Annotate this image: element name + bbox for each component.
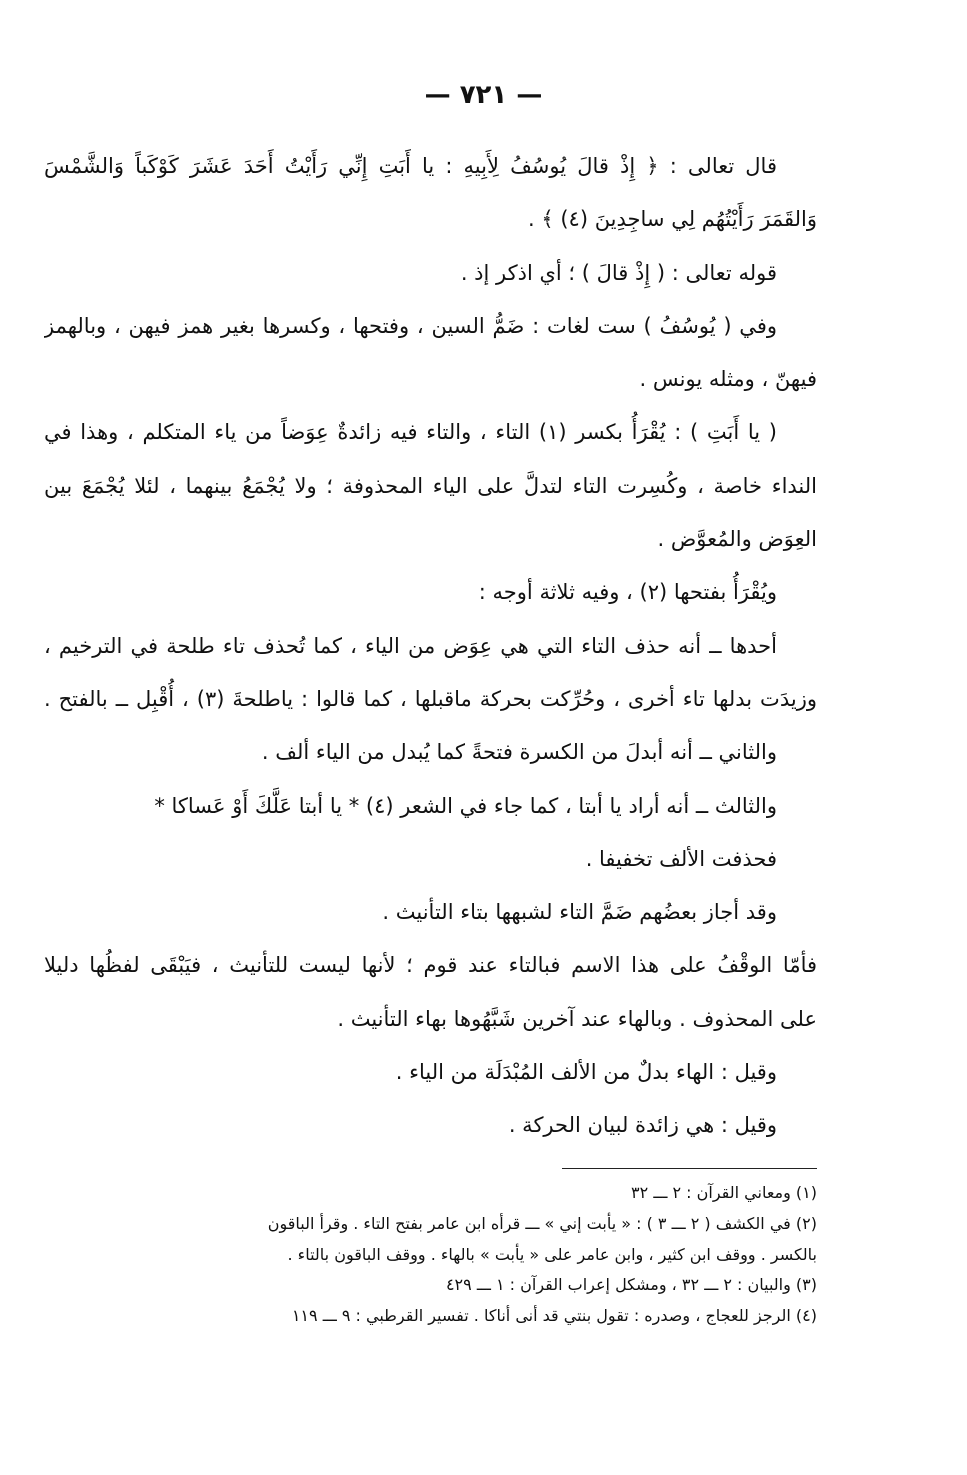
footnote-line: (٢) في الكشف ( ٢ ـــ ٣ ) : « يأبت إني » ـــ قرأه ابن عامر بفتح التاء . وقرأ الباقون (267, 1213, 817, 1233)
text-line: فيهنّ ، ومثله يونس . (639, 367, 817, 392)
text-line: فأمّا الوقْفُ على هذا الاسم فبالتاء عند قوم ؛ لأنها ليست للتأنيث ، فيَبْقَى لفظُها دليلا (44, 953, 817, 978)
text-line: ( يا أَبَتِ ) : يُقْرَأُ بكسر (١) التاء ، والتاء فيه زائدةٌ عِوَضاً من ياء المتكلم ، وهذا في (44, 420, 777, 445)
text-line: والثاني ــ أنه أبدلَ من الكسرة فتحةً كما يُبدل من الياء ألف . (261, 740, 777, 765)
text-line: أحدها ــ أنه حذف التاء التي هي عِوَض من الياء ، كما تُحذف تاء طلحة في الترخيم ، (44, 633, 777, 658)
text-line: قوله تعالى : ( إِذْ قالَ ) ؛ أي اذكر إذ . (460, 260, 777, 285)
text-line: والثالث ــ أنه أراد يا أبتا ، كما جاء في الشعر (٤) * يا أبتا عَلَّكَ أَوْ عَساكا * (154, 793, 777, 818)
footnote-line: بالكسر . ووقف ابن كثير ، وابن عامر على « يأبت » بالهاء . ووقف الباقون بالتاء . (287, 1244, 817, 1264)
footnotes (44, 1178, 817, 1332)
text-line: قال تعالى : ﴿ إِذْ قالَ يُوسُفُ لِأَبِيهِ : يا أَبَتِ إِنِّي رَأَيْتُ أَحَدَ عَشَرَ كَوْكَباً وَالشَّمْسَ (44, 154, 777, 178)
footnote-line: (١) ومعاني القرآن : ٢ ـــ ٣٢ (631, 1183, 817, 1202)
text-line: النداء خاصة ، وكُسِرت التاء لتدلَّ على الياء المحذوفة ؛ ولا يُجْمَعُ بينهما ، لئلا يُجْمَعَ بين (44, 473, 817, 498)
text-line: ويُقْرَأُ بفتحها (٢) ، وفيه ثلاثة أوجه : (478, 580, 777, 605)
page-number: — ۷۲۱ — (424, 80, 543, 110)
text-line: على المحذوف . وبالهاء عند آخرين شَبَّهُوها بهاء التأنيث . (337, 1006, 817, 1031)
text-line: وفي ( يُوسُفُ ) ست لغات : ضَمُّ السين ، وفتحها ، وكسرها بغير همز فيهن ، وبالهمز (44, 313, 777, 338)
text-line: فحذفت الألف تخفيفا . (585, 846, 777, 871)
text-line: وَالقَمَرَ رَأَيْتُهُم لِي ساجِدِينَ (٤) ﴾ . (528, 207, 817, 232)
footnote-line: (٤) الرجز للعجاج ، وصدره : تقول بنتي قد أنى أناكا . تفسير القرطبي : ٩ ـــ ١١٩ (291, 1306, 817, 1326)
text-line: وقد أجاز بعضُهم ضَمَّ التاء لشبهها بتاء التأنيث . (382, 900, 777, 925)
footnote-divider (562, 1168, 817, 1169)
text-line: وزيدَت بدلها تاء أخرى ، وحُرِّكت بحركة ماقبلها ، كما قالوا : ياطلحةَ (٣) ، أُقْبِل ــ بالفتح . (44, 686, 817, 711)
body-text (44, 140, 817, 1153)
text-line: وقيل : الهاء بدلٌ من الألف المُبْدَلَة من الياء . (395, 1060, 777, 1085)
footnote-line: (٣) والبيان : ٢ ـــ ٣٢ ، ومشكل إعراب القرآن : ١ ـــ ٤٢٩ (445, 1275, 817, 1295)
text-line: وقيل : هي زائدة لبيان الحركة . (508, 1113, 777, 1138)
text-line: العِوَض والمُعوَّض . (657, 527, 817, 552)
